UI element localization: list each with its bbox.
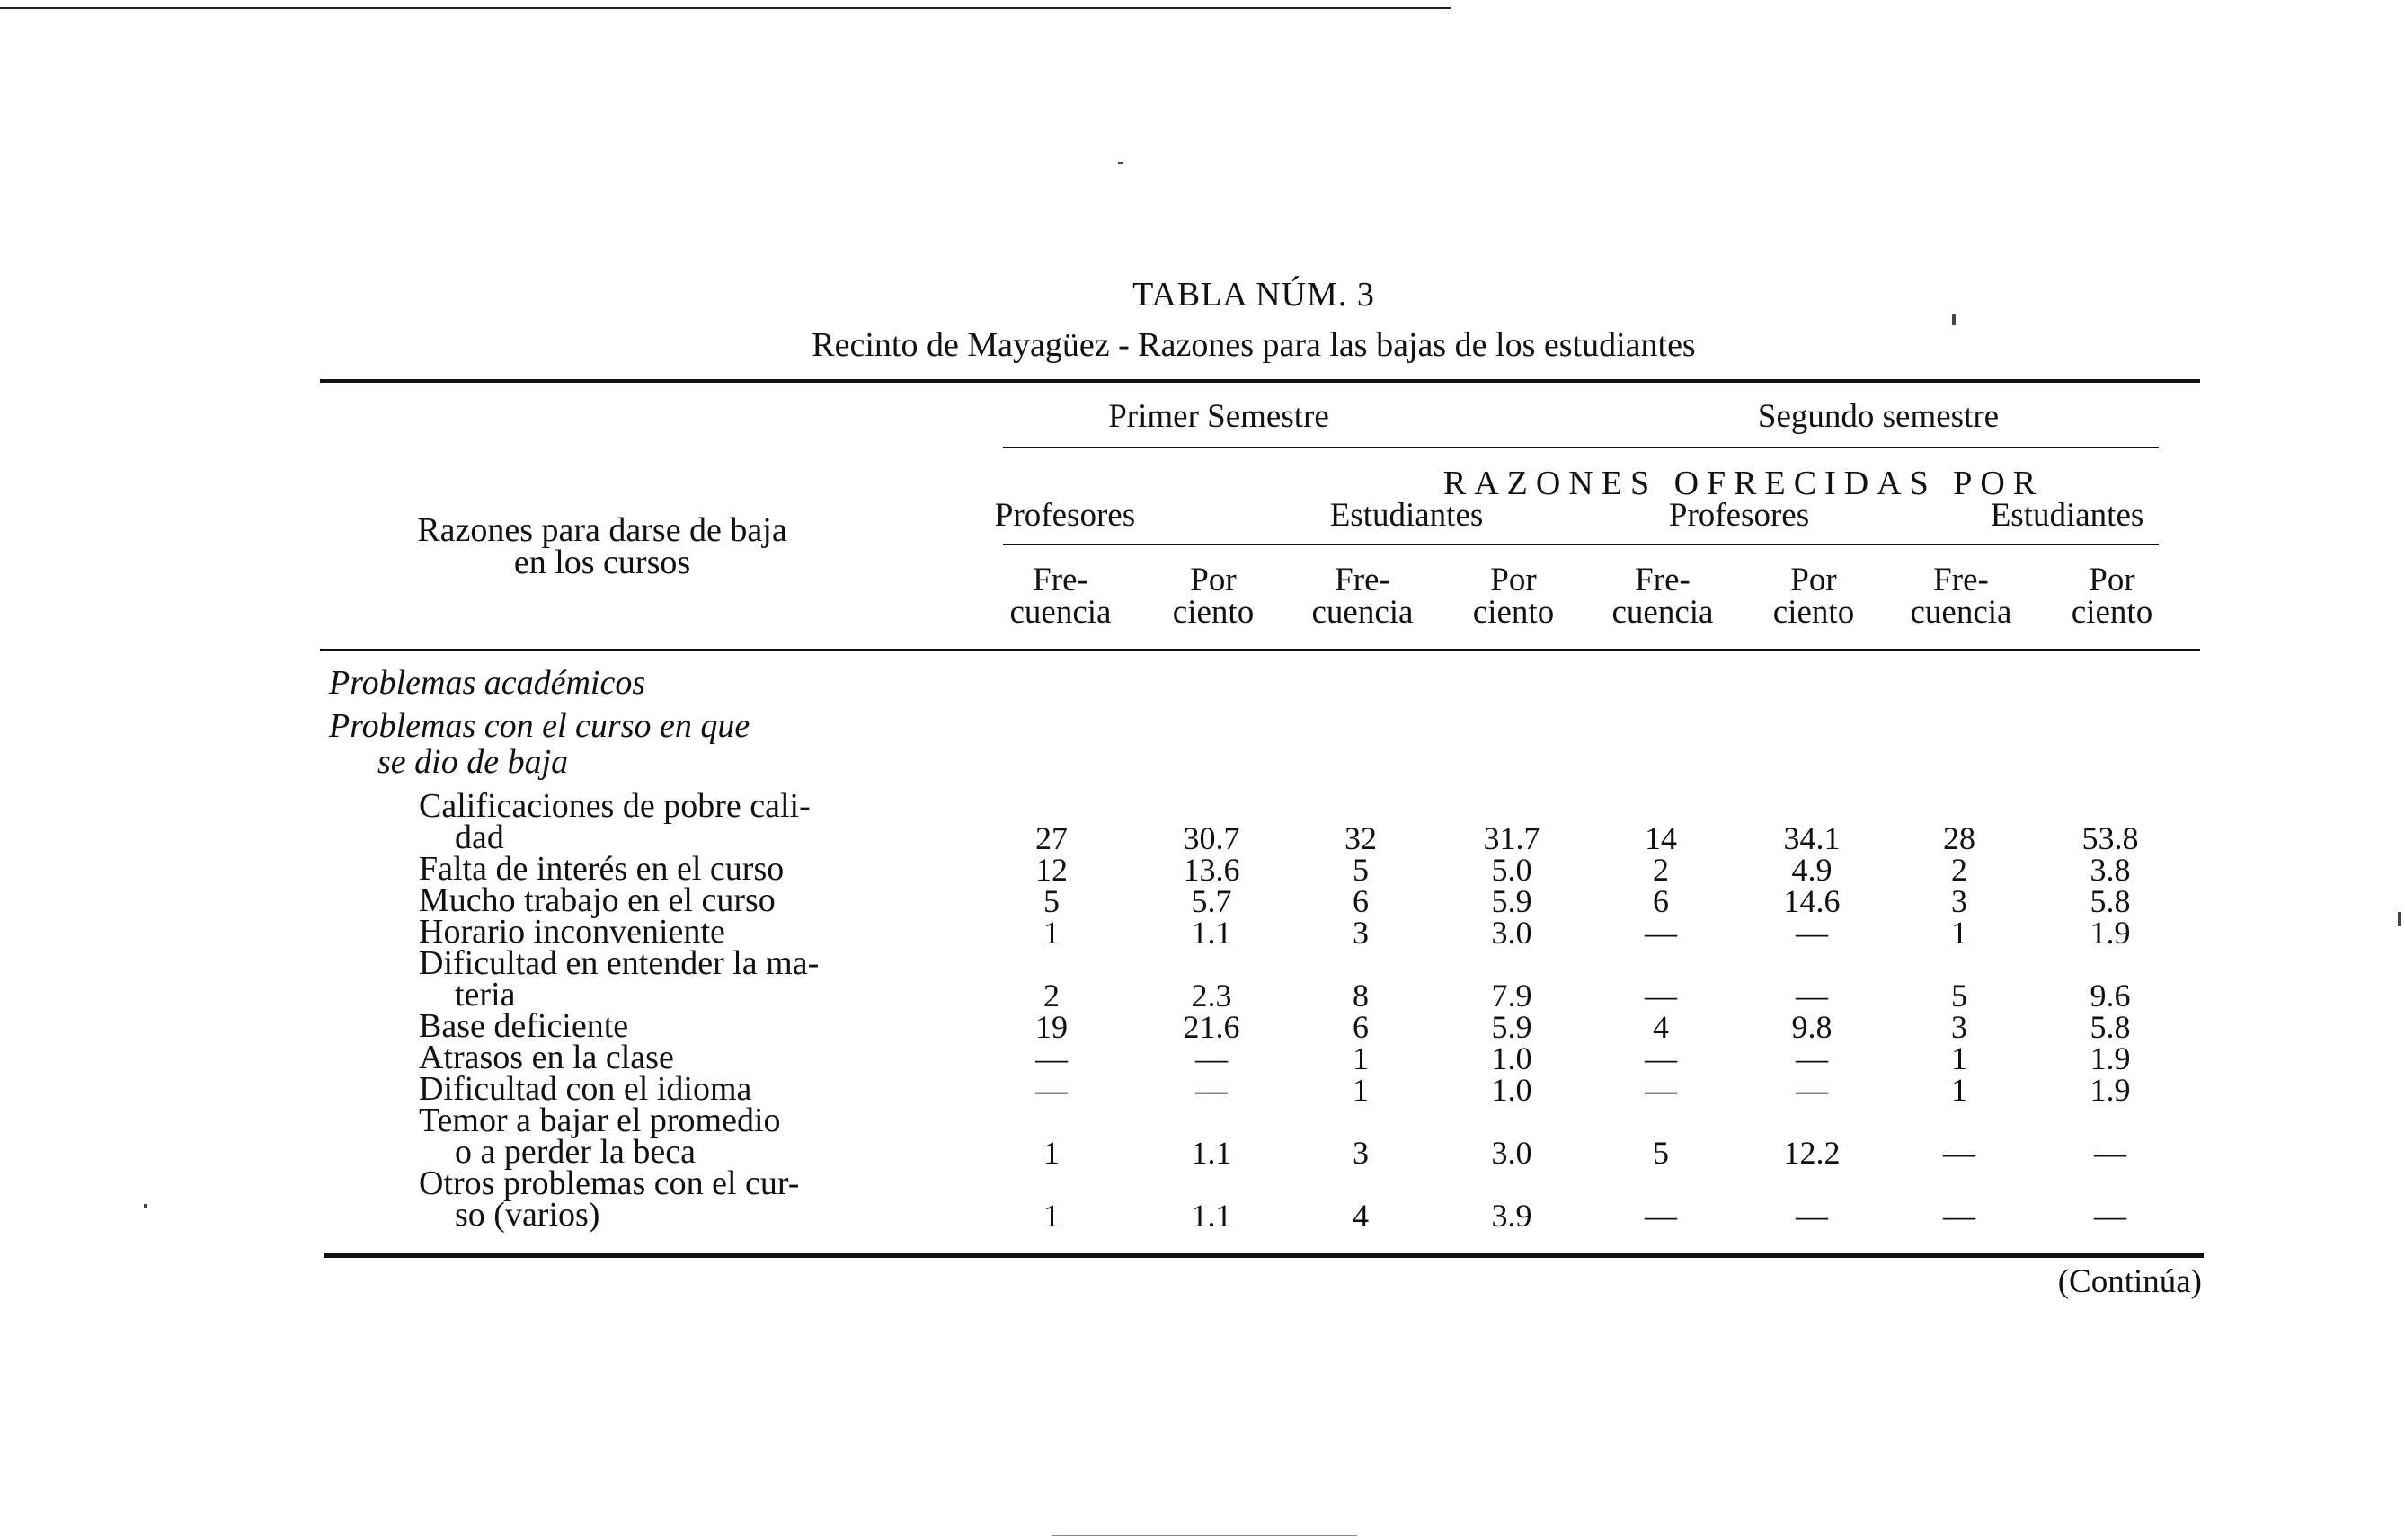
group-header: Estudiantes [1329,497,1484,534]
table-cell: — [1943,1198,1975,1234]
table-subtitle: Recinto de Mayagüez - Razones para las bajas de los estudiantes [812,326,1696,364]
table-cell: 28 [1943,820,1975,856]
table-cell: — [1796,915,1828,951]
stub-header [324,511,881,581]
scan-speck [2398,912,2401,926]
semester-header: Segundo semestre [1757,398,2000,435]
scan-speck [1952,314,1956,325]
row-label [419,1102,913,1171]
table-cell: — [1796,978,1828,1013]
row-label-line: Falta de interés en el curso [419,850,785,888]
table-cell: 53.8 [2081,820,2139,856]
table-cell: 3.0 [1491,915,1532,951]
scan-speck [1118,162,1123,164]
row-label [419,881,913,919]
table-cell: 5.9 [1491,883,1532,919]
stub-header-line: en los cursos [513,544,691,581]
section-heading: Problemas con el curso en que [329,707,750,745]
table-cell: — [1035,1072,1068,1108]
table-cell: 3 [1951,1009,1967,1045]
group-header: Profesores [994,497,1136,534]
table-cell: 2 [1653,852,1669,888]
scan-edge-line [1052,1535,1357,1536]
table-cell: 21.6 [1183,1009,1240,1045]
row-label-line: Base deficiente [419,1007,629,1045]
row-label-line: Temor a bajar el promedio [419,1102,781,1139]
table-cell: 4 [1653,1009,1669,1045]
row-label-line: Mucho trabajo en el curso [419,881,776,919]
col-header-line: Por [1190,562,1237,598]
table-cell: 14.6 [1783,883,1841,919]
table-cell: 1.1 [1191,1198,1232,1234]
col-header [1433,564,1594,629]
table-cell: — [1645,915,1677,951]
col-header-line: Por [2089,562,2135,598]
col-header-line: cuencia [1910,594,2012,631]
table-cell: 13.6 [1183,852,1240,888]
table-cell: 5.8 [2090,1009,2131,1045]
row-label-line: Otros problemas con el cur- [419,1164,800,1202]
row-label [419,913,913,951]
table-cell: 9.8 [1791,1009,1833,1045]
table-cell: — [1796,1040,1828,1076]
table-cell: 4 [1353,1198,1369,1234]
table-cell: 3.0 [1491,1135,1532,1171]
semester-header: Primer Semestre [1108,398,1329,435]
col-header [1282,564,1443,629]
row-label [419,1164,913,1234]
table-cell: 5.0 [1491,852,1532,888]
table-cell: — [1796,1198,1828,1234]
table-cell: 31.7 [1483,820,1540,856]
row-label [419,1070,913,1108]
table-cell: — [1943,1135,1975,1171]
table-cell: 14 [1645,820,1677,856]
table-cell: 1 [1043,915,1060,951]
table-cell: 1.9 [2090,1040,2131,1076]
col-header-line: ciento [1772,594,1855,631]
table-cell: 5.9 [1491,1009,1532,1045]
col-header [1733,564,1895,629]
table-title: TABLA NÚM. 3 [1132,276,1375,314]
table-cell: — [1796,1072,1828,1108]
table-cell: 1 [1951,1040,1967,1076]
table-cell: — [1645,1198,1677,1234]
table-cell: — [1195,1072,1228,1108]
table-cell: 1.9 [2090,1072,2131,1108]
table-cell: 1 [1951,1072,1967,1108]
table-cell: 7.9 [1491,978,1532,1013]
col-header [1880,564,2042,629]
table-cell: 6 [1653,883,1669,919]
table-cell: 5 [1353,852,1369,888]
table-cell: 30.7 [1183,820,1240,856]
table-cell: 5 [1951,978,1967,1013]
table-cell: 1 [1951,915,1967,951]
row-label-line: Atrasos en la clase [419,1039,674,1076]
table-cell: 5 [1043,883,1060,919]
section-heading: Problemas académicos [329,664,646,702]
table-cell: 1.9 [2090,915,2131,951]
table-cell: 1 [1353,1040,1369,1076]
razones-ofrecidas-header: RAZONES OFRECIDAS POR [1442,465,2045,502]
col-header [2031,564,2193,629]
table-cell: 5.8 [2090,883,2131,919]
groups-rule [1003,544,2159,545]
row-label-line: o a perder la beca [455,1133,696,1171]
col-header-line: Fre- [1635,562,1691,598]
table-cell: 4.9 [1791,852,1833,888]
col-header-line: cuencia [1611,594,1714,631]
table-cell: 19 [1035,1009,1068,1045]
table-cell: 2 [1043,978,1060,1013]
table-cell: 1.0 [1491,1040,1532,1076]
stub-header-line: Razones para darse de baja [417,511,787,549]
col-header-line: Por [1490,562,1537,598]
table-cell: 1 [1353,1072,1369,1108]
table-cell: 6 [1353,883,1369,919]
col-header-line: cuencia [1311,594,1414,631]
table-cell: 12 [1035,852,1068,888]
row-label [419,1007,913,1045]
table-cell: 1 [1043,1198,1060,1234]
table-cell: 6 [1353,1009,1369,1045]
table-cell: 5.7 [1191,883,1232,919]
row-label [419,944,913,1013]
scan-edge-line [0,7,1451,9]
table-cell: 2.3 [1191,978,1232,1013]
table-cell: — [1645,978,1677,1013]
col-header [1582,564,1744,629]
table-cell: 1.1 [1191,1135,1232,1171]
group-header: Estudiantes [1990,497,2144,534]
col-header-line: Fre- [1335,562,1390,598]
table-cell: — [1195,1040,1228,1076]
table-cell: — [2094,1198,2126,1234]
table-cell: 32 [1344,820,1377,856]
table-cell: 2 [1951,852,1967,888]
row-label-line: Dificultad con el idioma [419,1070,752,1108]
section-heading: se dio de baja [377,743,569,781]
table-cell: 12.2 [1783,1135,1841,1171]
table-cell: 5 [1653,1135,1669,1171]
col-header-line: cuencia [1009,594,1112,631]
table-cell: 3 [1353,915,1369,951]
table-cell: 1 [1043,1135,1060,1171]
row-label-line: so (varios) [455,1196,600,1234]
table-cell: 3 [1951,883,1967,919]
header-bottom-rule [320,649,2200,651]
col-header-line: Fre- [1933,562,1989,598]
table-cell: — [1645,1072,1677,1108]
table-cell: 3 [1353,1135,1369,1171]
table-cell: — [1035,1040,1068,1076]
table-cell: — [2094,1135,2126,1171]
bottom-rule [324,1253,2204,1258]
top-rule [320,379,2200,383]
col-header-line: ciento [1172,594,1255,631]
row-label-line: Dificultad en entender la ma- [419,944,820,982]
table-cell: — [1645,1040,1677,1076]
row-label-line: teria [455,976,516,1013]
semester-rule [1003,447,2159,448]
col-header [1132,564,1294,629]
col-header-line: ciento [1472,594,1555,631]
table-cell: 9.6 [2090,978,2131,1013]
table-cell: 8 [1353,978,1369,1013]
col-header-line: Fre- [1033,562,1088,598]
row-label [419,850,913,888]
table-cell: 27 [1035,820,1068,856]
scan-speck [144,1204,147,1208]
group-header: Profesores [1668,497,1810,534]
col-header [980,564,1141,629]
table-cell: 1.1 [1191,915,1232,951]
row-label [419,1039,913,1076]
row-label-line: dad [455,819,504,856]
col-header-line: Por [1790,562,1837,598]
continua-note: (Continúa) [2057,1263,2202,1300]
table-cell: 3.8 [2090,852,2131,888]
table-cell: 1.0 [1491,1072,1532,1108]
row-label-line: Calificaciones de pobre cali- [419,787,811,825]
table-cell: 3.9 [1491,1198,1532,1234]
table-cell: 34.1 [1783,820,1841,856]
row-label [419,787,913,856]
row-label-line: Horario inconveniente [419,913,725,951]
col-header-line: ciento [2071,594,2153,631]
